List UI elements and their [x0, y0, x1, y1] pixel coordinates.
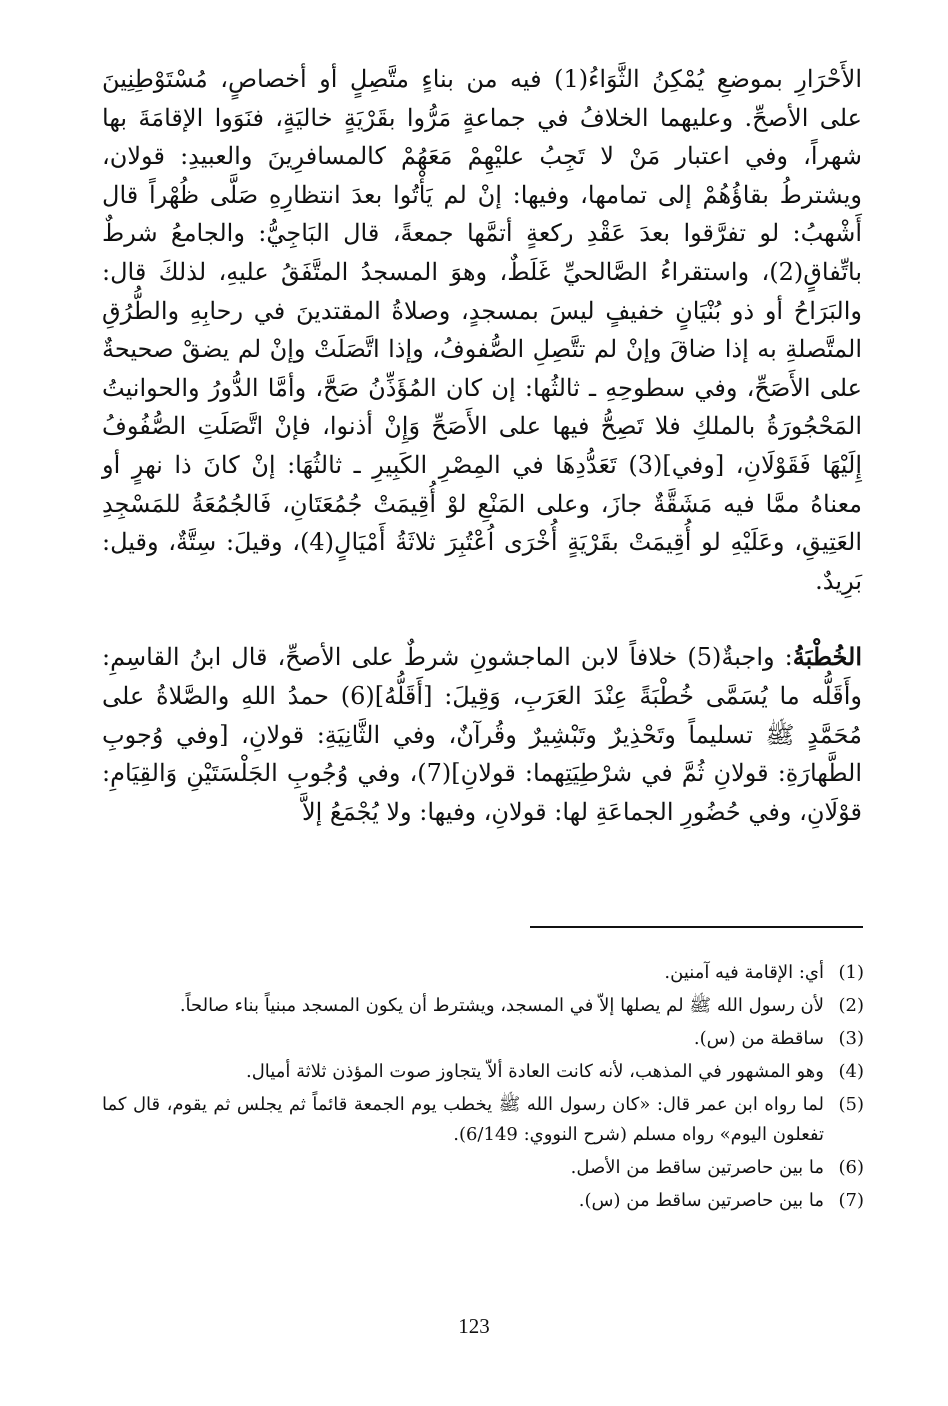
- footnote-number: (5): [838, 1094, 864, 1115]
- footnote-number: (3): [838, 1028, 864, 1049]
- main-text: [102, 60, 862, 831]
- section-heading: الخُطْبَةُ: [792, 642, 862, 672]
- footnote-number: (2): [838, 995, 864, 1016]
- footnote-item: [102, 1057, 864, 1087]
- footnote-number: (4): [838, 1061, 864, 1082]
- footnote-separator: [530, 926, 863, 928]
- footnote-number: (6): [838, 1157, 864, 1178]
- paragraph-2: [102, 638, 862, 831]
- footnotes: [102, 958, 864, 1219]
- footnote-number: (7): [838, 1190, 864, 1211]
- footnote-text: ما بين حاصرتين ساقط من (س).: [578, 1190, 824, 1211]
- footnote-text: ما بين حاصرتين ساقط من الأصل.: [570, 1157, 824, 1178]
- page-number: 123: [458, 1314, 490, 1338]
- footnote-number: (1): [838, 962, 864, 983]
- footnote-text: لأن رسول الله ﷺ لم يصلها إلاّ في المسجد، ويشترط أن يكون المسجد مبنياً بناء صالحاً.: [179, 995, 824, 1016]
- footnote-text: ساقطة من (س).: [693, 1028, 824, 1049]
- footnote-item: [102, 1024, 864, 1054]
- footnote-item: [102, 1186, 864, 1216]
- paragraph-1: الأَحْرَارِ بموضعِ يُمْكِنُ الثَّوَاءُ(1) فيه من بناءٍ متَّصِلٍ أو أخصاصٍ، مُسْتَوْطِنِينَ على الأصحِّ. وعليهما الخلافُ في جماعةٍ مَرُّوا بقَرْيَةٍ خاليَةٍ، فنَوَوا الإقامَةَ بها شهراً، وفي اعتبار مَنْ لا تَجِبُ عليْهِمْ مَعَهُمْ كالمسافرِينَ والعبيدِ: قولان، ويشترطُ بقاؤُهُمْ إلى تمامها، وفيها: إنْ لم يَأْتُوا بعدَ انتظارِهِ صَلَّى ظُهْراً قال أَشْهبُ: لو تفرَّقوا بعدَ عَقْدِ ركعةٍ أتمَّها جمعةً، قال البَاجِيُّ: والجامعُ شرطٌ باتِّفاقٍ(2)، واستقراءُ الصَّالحيِّ غَلَطٌ، وهوَ المسجدُ المتَّفَقُ عليهِ، لذلكَ قال: والبَرَاحُ أو ذو بُنْيَانٍ خفيفٍ ليسَ بمسجدٍ، وصلاةُ المقتدينَ في رحابِهِ والطُّرُقِ المتَّصلةِ به إذا ضاقَ وإنْ لم تتَّصِلِ الصُّفوفُ، وإذا اتَّصَلَتْ وإنْ لم يضقْ صحيحةٌ على الأَصَحِّ، وفي سطوحِهِ ـ ثالثُها: إن كان المُؤَذِّنُ صَحَّ، وأمَّا الدُّورُ والحوانيتُ المَحْجُورَةُ بالملكِ فلا تَصِحُّ فيها على الأَصَحِّ وَإِنْ أذنوا، فإنْ اتَّصَلَتِ الصُّفُوفُ إِلَيْهَا فَقَوْلَانِ، [وفي](3) تَعَدُّدِهَا في المِصْرِ الكَبِيرِ ـ ثالثُهَا: إنْ كانَ ذا نهرٍ أو معناهُ ممَّا فيه مَشَقَّةٌ جازَ، وعلى المَنْعِ لوْ أُقِيمَتْ جُمُعَتَانِ، فَالجُمُعَةُ للمَسْجِدِ العَتِيقِ، وعَلَيْهِ لو أُقِيمَتْ بقَرْيَةٍ أُخْرَى اُعْتُبِرَ ثلاثَةُ أَمْيَالٍ(4)، وقيلَ: سِتَّةٌ، وقيل: بَرِيدٌ.: [102, 65, 863, 595]
- footnote-text: أي: الإقامة فيه آمنين.: [664, 962, 824, 983]
- footnote-item: [102, 1090, 864, 1150]
- footnote-text: وهو المشهور في المذهب، لأنه كانت العادة ألاّ يتجاوز صوت المؤذن ثلاثة أميال.: [246, 1061, 824, 1082]
- footnote-item: [102, 1153, 864, 1183]
- footnote-item: [102, 991, 864, 1021]
- footnote-item: [102, 958, 864, 988]
- paragraph-2-text: : واجبةٌ(5) خلافاً لابن الماجشونِ شرطٌ على الأصحِّ، قال ابنُ القاسِمِ: وأَقَلُّه ما يُسَمَّى خُطْبَةً عِنْدَ العَرَبِ، وَقِيلَ: [أَقَلُّهُ](6) حمدُ اللهِ والصَّلاةُ على مُحَمَّدٍ ﷺ تسليماً وتَحْذِيرٌ وتَبْشِيرٌ وقُرآنٌ، وفي الثَّانِيَةِ: قولانِ، [وفي وُجوبِ الطَّهارَةِ: قولانِ ثُمَّ في شرْطِيَتِهما: قولانِ](7)، وفي وُجُوبِ الجَلْسَتَيْنِ وَالقِيَامِ: قوْلَانِ، وفي حُضُورِ الجماعَةِ لها: قولانِ، وفيها: ولا يُجْمَعُ إلاَّ: [102, 643, 863, 826]
- footnote-text: لما رواه ابن عمر قال: «كان رسول الله ﷺ يخطب يوم الجمعة قائماً ثم يجلس ثم يقوم، قال كما تفعلون اليوم» رواه مسلم (شرح النووي: 6/149).: [102, 1094, 824, 1145]
